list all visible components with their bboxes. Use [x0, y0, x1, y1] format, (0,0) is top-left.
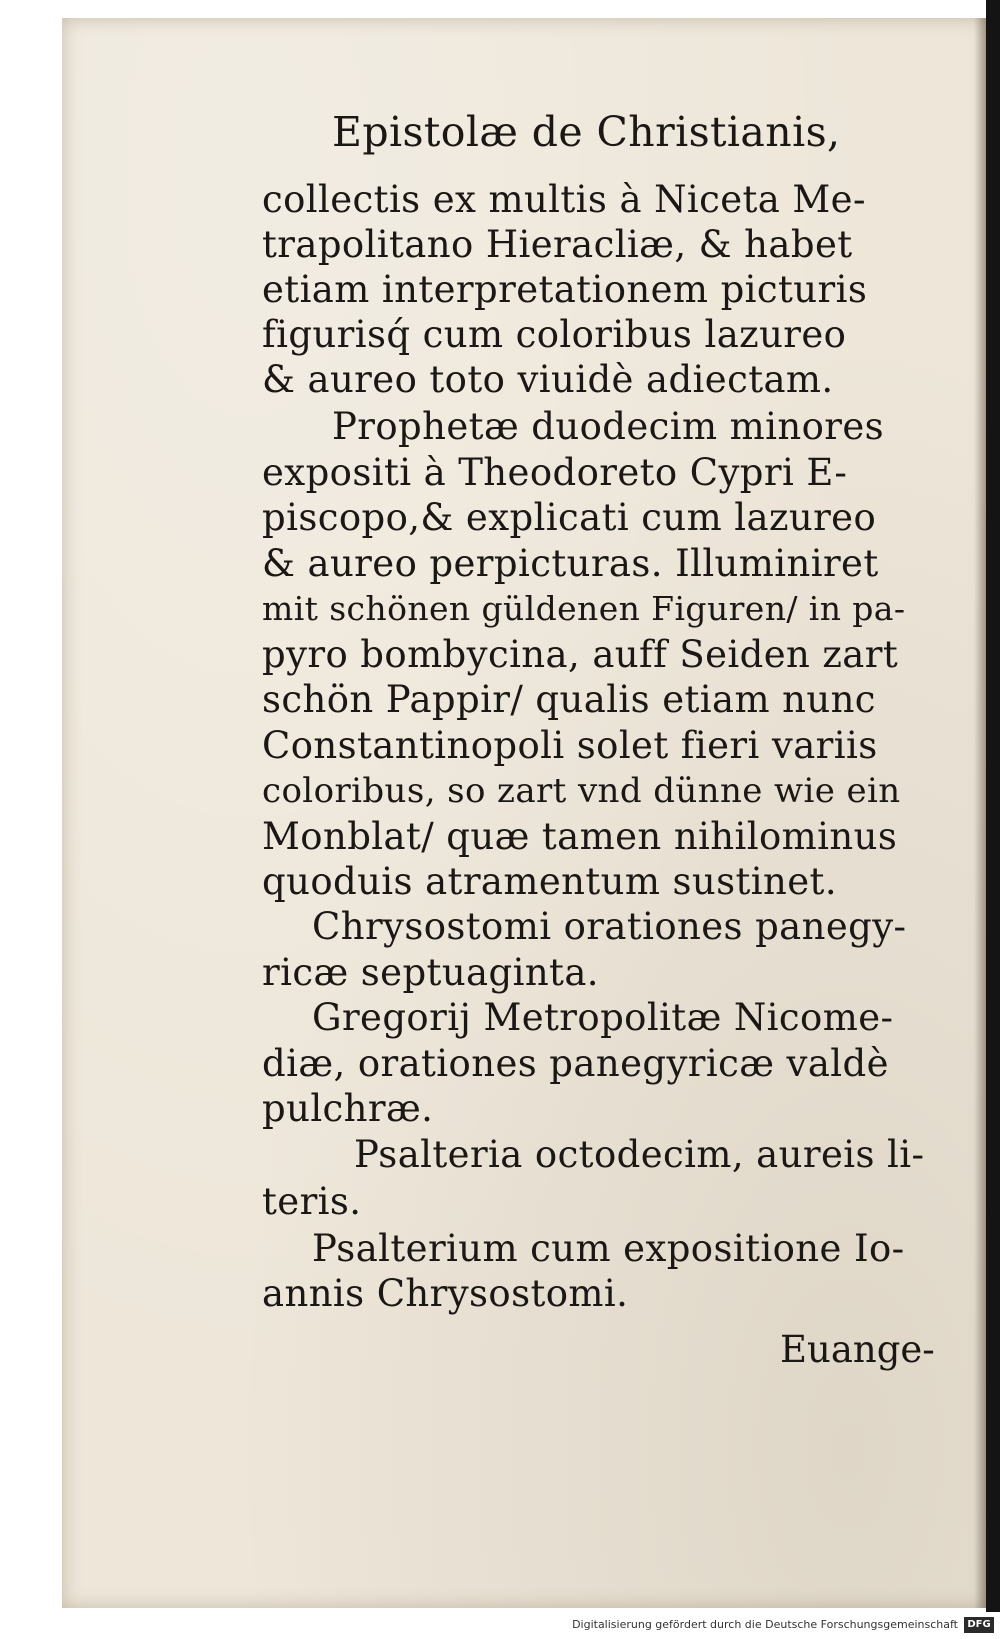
text-line: Constantinopoli solet fieri variis — [262, 724, 878, 767]
text-line: quoduis atramentum sustinet. — [262, 860, 837, 903]
text-line: schön Pappir/ qualis etiam nunc — [262, 678, 876, 721]
digitization-footer — [0, 1615, 1000, 1639]
text-line: & aureo toto viuidè adiectam. — [262, 358, 834, 401]
text-line: trapolitano Hieracliæ, & habet — [262, 223, 853, 266]
text-line: ricæ septuaginta. — [262, 951, 599, 994]
text-line: Gregorij Metropolitæ Nicome- — [312, 996, 894, 1039]
book-edge — [986, 0, 1000, 1612]
text-line: collectis ex multis à Niceta Me- — [262, 178, 866, 221]
text-line: Chrysostomi orationes panegy- — [312, 905, 907, 948]
text-line: Psalterium cum expositione Io- — [312, 1227, 905, 1270]
text-line: mit schönen güldenen Figuren/ in pa- — [262, 589, 906, 628]
text-line: & aureo perpicturas. Illuminiret — [262, 542, 879, 585]
text-line: pyro bombycina, auff Seiden zart — [262, 633, 899, 676]
text-line: etiam interpretationem picturis — [262, 268, 868, 311]
dfg-logo-icon: DFG — [964, 1617, 994, 1633]
text-line: piscopo,& explicati cum lazureo — [262, 496, 877, 539]
text-line: teris. — [262, 1180, 362, 1223]
text-line: Psalteria octodecim, aureis li- — [354, 1133, 925, 1176]
catchword: Euange- — [780, 1328, 935, 1371]
text-line: annis Chrysostomi. — [262, 1272, 629, 1315]
text-line: pulchræ. — [262, 1087, 434, 1130]
text-line: expositi à Theodoreto Cypri E- — [262, 451, 848, 494]
text-line: Prophetæ duodecim minores — [332, 405, 885, 448]
funding-credit: Digitalisierung gefördert durch die Deutsche Forschungsgemeinschaft — [572, 1618, 958, 1631]
text-line: coloribus, so zart vnd dünne wie ein — [262, 771, 901, 811]
running-heading: Epistolæ de Christianis, — [332, 108, 841, 156]
text-line: diæ, orationes panegyricæ valdè — [262, 1042, 889, 1085]
text-line: figurisq́ cum coloribus lazureo — [262, 313, 847, 356]
text-line: Monblat/ quæ tamen nihilominus — [262, 815, 898, 858]
